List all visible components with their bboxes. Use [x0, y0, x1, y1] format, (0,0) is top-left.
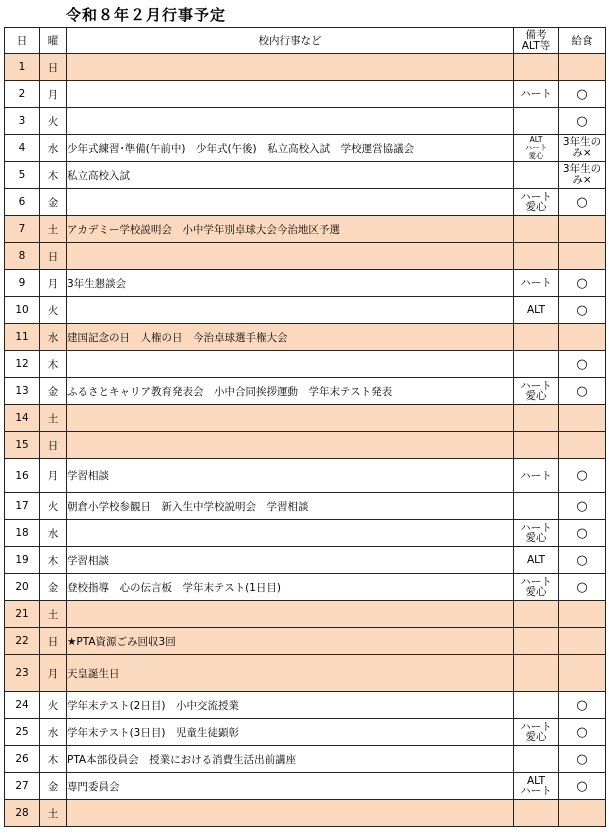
biko-cell: ハート	[514, 81, 559, 108]
events-cell: 少年式練習･準備(午前中) 少年式(午後) 私立高校入試 学校運営協議会	[67, 135, 514, 162]
lunch-cell	[559, 800, 606, 827]
day-cell: 7	[5, 216, 40, 243]
lunch-cell	[559, 405, 606, 432]
weekday-cell: 金	[40, 574, 67, 601]
table-row	[5, 270, 606, 297]
table-row	[5, 81, 606, 108]
biko-cell	[514, 800, 559, 827]
day-cell: 21	[5, 601, 40, 628]
table-row	[5, 574, 606, 601]
day-cell: 13	[5, 378, 40, 405]
events-cell	[67, 243, 514, 270]
weekday-cell: 木	[40, 746, 67, 773]
day-cell: 22	[5, 628, 40, 655]
weekday-cell: 火	[40, 108, 67, 135]
day-cell: 5	[5, 162, 40, 189]
events-cell	[67, 54, 514, 81]
events-cell	[67, 601, 514, 628]
lunch-cell: ○	[559, 746, 606, 773]
weekday-cell: 火	[40, 297, 67, 324]
biko-cell	[514, 243, 559, 270]
lunch-cell: ○	[559, 493, 606, 520]
lunch-cell: 3年生の み×	[559, 162, 606, 189]
weekday-cell: 水	[40, 719, 67, 746]
day-cell: 19	[5, 547, 40, 574]
page-title: 令和８年２月行事予定	[66, 6, 227, 24]
events-cell: 登校指導 心の伝言板 学年末テスト(1日目)	[67, 574, 514, 601]
weekday-cell: 木	[40, 351, 67, 378]
lunch-cell	[559, 432, 606, 459]
events-cell: 学習相談	[67, 547, 514, 574]
day-cell: 12	[5, 351, 40, 378]
table-row	[5, 216, 606, 243]
biko-cell	[514, 432, 559, 459]
lunch-cell: ○	[559, 189, 606, 216]
lunch-cell	[559, 243, 606, 270]
events-cell: 専門委員会	[67, 773, 514, 800]
biko-cell	[514, 324, 559, 351]
events-cell: ★PTA資源ごみ回収3回	[67, 628, 514, 655]
header-events: 校内行事など	[67, 28, 514, 54]
lunch-cell: ○	[559, 520, 606, 547]
events-cell: 天皇誕生日	[67, 655, 514, 692]
table-row	[5, 324, 606, 351]
events-cell: PTA本部役員会 授業における消費生活出前講座	[67, 746, 514, 773]
day-cell: 4	[5, 135, 40, 162]
events-cell	[67, 351, 514, 378]
events-cell: 学年末テスト(2日目) 小中交流授業	[67, 692, 514, 719]
weekday-cell: 火	[40, 692, 67, 719]
lunch-cell: ○	[559, 719, 606, 746]
weekday-cell: 木	[40, 162, 67, 189]
weekday-cell: 月	[40, 270, 67, 297]
day-cell: 28	[5, 800, 40, 827]
day-cell: 10	[5, 297, 40, 324]
table-row	[5, 459, 606, 493]
biko-cell: ALT	[514, 297, 559, 324]
biko-cell: ALT	[514, 547, 559, 574]
day-cell: 3	[5, 108, 40, 135]
header-lunch: 給食	[559, 28, 606, 54]
table-row	[5, 432, 606, 459]
biko-cell	[514, 655, 559, 692]
weekday-cell: 月	[40, 81, 67, 108]
weekday-cell: 水	[40, 135, 67, 162]
events-cell: 朝倉小学校参観日 新入生中学校説明会 学習相談	[67, 493, 514, 520]
events-cell	[67, 297, 514, 324]
weekday-cell: 金	[40, 773, 67, 800]
table-row	[5, 108, 606, 135]
table-row	[5, 773, 606, 800]
table-row	[5, 547, 606, 574]
biko-cell	[514, 108, 559, 135]
lunch-cell: ○	[559, 773, 606, 800]
biko-cell: ハート 愛心	[514, 719, 559, 746]
table-row	[5, 243, 606, 270]
lunch-cell: ○	[559, 270, 606, 297]
table-row	[5, 520, 606, 547]
biko-cell	[514, 746, 559, 773]
biko-cell: ハート	[514, 270, 559, 297]
day-cell: 17	[5, 493, 40, 520]
day-cell: 11	[5, 324, 40, 351]
events-cell	[67, 432, 514, 459]
lunch-cell	[559, 601, 606, 628]
events-cell	[67, 189, 514, 216]
biko-cell	[514, 601, 559, 628]
day-cell: 27	[5, 773, 40, 800]
table-row	[5, 800, 606, 827]
table-row	[5, 405, 606, 432]
weekday-cell: 月	[40, 459, 67, 493]
table-row	[5, 746, 606, 773]
biko-cell: ALT ハート 愛心	[514, 135, 559, 162]
table-row	[5, 655, 606, 692]
weekday-cell: 土	[40, 800, 67, 827]
biko-cell	[514, 628, 559, 655]
lunch-cell: ○	[559, 459, 606, 493]
lunch-cell: ○	[559, 81, 606, 108]
events-cell: 学習相談	[67, 459, 514, 493]
lunch-cell: ○	[559, 692, 606, 719]
lunch-cell: ○	[559, 351, 606, 378]
table-row	[5, 135, 606, 162]
lunch-cell	[559, 628, 606, 655]
weekday-cell: 水	[40, 324, 67, 351]
weekday-cell: 日	[40, 432, 67, 459]
weekday-cell: 木	[40, 547, 67, 574]
day-cell: 18	[5, 520, 40, 547]
header-day: 日	[5, 28, 40, 54]
day-cell: 1	[5, 54, 40, 81]
day-cell: 8	[5, 243, 40, 270]
lunch-cell	[559, 655, 606, 692]
weekday-cell: 土	[40, 601, 67, 628]
day-cell: 23	[5, 655, 40, 692]
day-cell: 26	[5, 746, 40, 773]
biko-cell	[514, 405, 559, 432]
table-row	[5, 189, 606, 216]
weekday-cell: 水	[40, 520, 67, 547]
biko-cell: ハート 愛心	[514, 189, 559, 216]
day-cell: 20	[5, 574, 40, 601]
table-row	[5, 719, 606, 746]
table-row	[5, 628, 606, 655]
table-row	[5, 54, 606, 81]
biko-cell	[514, 162, 559, 189]
lunch-cell	[559, 54, 606, 81]
events-cell: 建国記念の日 人権の日 今治卓球選手権大会	[67, 324, 514, 351]
events-cell: 3年生懇談会	[67, 270, 514, 297]
day-cell: 25	[5, 719, 40, 746]
events-cell: 私立高校入試	[67, 162, 514, 189]
biko-cell	[514, 692, 559, 719]
table-row	[5, 493, 606, 520]
biko-cell: ALT ハート	[514, 773, 559, 800]
events-cell	[67, 81, 514, 108]
weekday-cell: 火	[40, 493, 67, 520]
weekday-cell: 土	[40, 405, 67, 432]
header-biko: 備考 ALT等	[514, 28, 559, 54]
lunch-cell: ○	[559, 547, 606, 574]
day-cell: 14	[5, 405, 40, 432]
day-cell: 16	[5, 459, 40, 493]
lunch-cell: ○	[559, 108, 606, 135]
biko-cell: ハート	[514, 459, 559, 493]
events-cell	[67, 108, 514, 135]
biko-cell: ハート 愛心	[514, 520, 559, 547]
header-dow: 曜	[40, 28, 67, 54]
biko-cell	[514, 351, 559, 378]
lunch-cell: ○	[559, 378, 606, 405]
biko-cell	[514, 493, 559, 520]
lunch-cell: ○	[559, 297, 606, 324]
biko-cell	[514, 216, 559, 243]
weekday-cell: 金	[40, 189, 67, 216]
events-cell	[67, 800, 514, 827]
lunch-cell	[559, 216, 606, 243]
day-cell: 9	[5, 270, 40, 297]
lunch-cell: 3年生の み×	[559, 135, 606, 162]
events-cell: 学年末テスト(3日目) 児童生徒顕彰	[67, 719, 514, 746]
table-row	[5, 601, 606, 628]
schedule-body	[5, 54, 606, 827]
day-cell: 6	[5, 189, 40, 216]
table-row	[5, 162, 606, 189]
events-cell	[67, 520, 514, 547]
events-cell: アカデミー学校説明会 小中学年別卓球大会今治地区予選	[67, 216, 514, 243]
weekday-cell: 金	[40, 378, 67, 405]
table-row	[5, 351, 606, 378]
lunch-cell	[559, 324, 606, 351]
table-row	[5, 297, 606, 324]
schedule-table	[4, 27, 606, 827]
weekday-cell: 日	[40, 243, 67, 270]
weekday-cell: 月	[40, 655, 67, 692]
table-row	[5, 378, 606, 405]
table-row	[5, 692, 606, 719]
weekday-cell: 日	[40, 54, 67, 81]
biko-cell: ハート 愛心	[514, 574, 559, 601]
weekday-cell: 土	[40, 216, 67, 243]
header-row	[5, 28, 606, 54]
day-cell: 15	[5, 432, 40, 459]
biko-cell: ハート 愛心	[514, 378, 559, 405]
biko-cell	[514, 54, 559, 81]
events-cell	[67, 405, 514, 432]
events-cell: ふるさとキャリア教育発表会 小中合同挨拶運動 学年末テスト発表	[67, 378, 514, 405]
lunch-cell: ○	[559, 574, 606, 601]
day-cell: 2	[5, 81, 40, 108]
day-cell: 24	[5, 692, 40, 719]
weekday-cell: 日	[40, 628, 67, 655]
